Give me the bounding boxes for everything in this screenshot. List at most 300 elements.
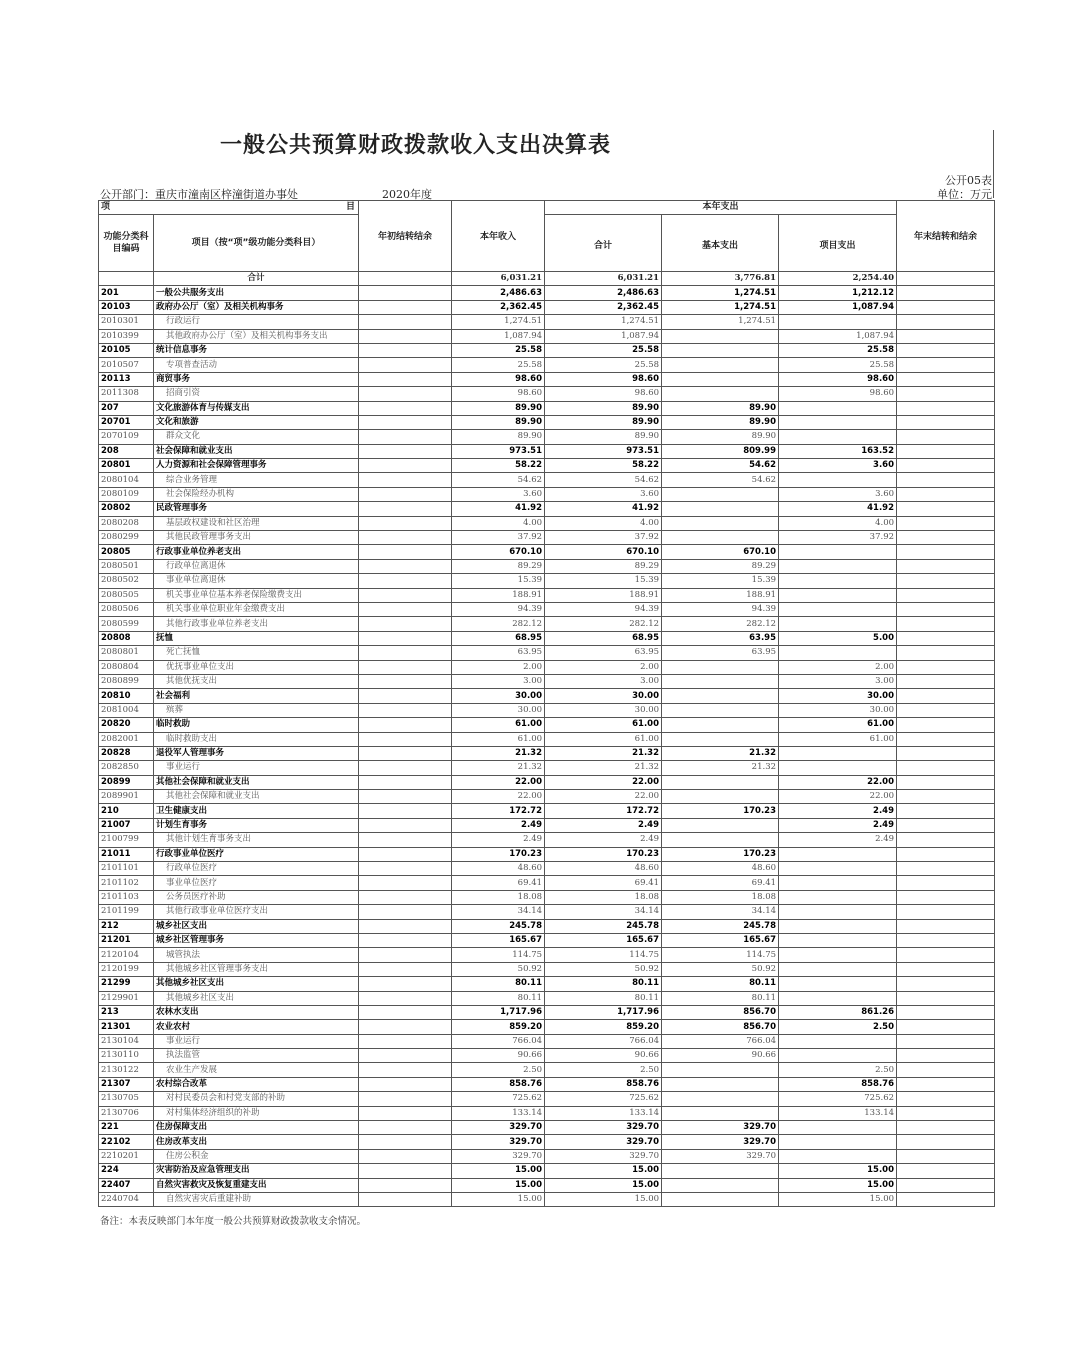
row-end-balance [897, 646, 995, 660]
table-row [99, 559, 995, 573]
row-basic [662, 1106, 779, 1120]
row-name: 专项普查活动 [154, 358, 359, 372]
name-header: 项目（按“项”级功能分类科目） [154, 215, 359, 272]
table-row [99, 890, 995, 904]
row-income: 80.11 [452, 977, 545, 991]
row-total: 98.60 [545, 372, 662, 386]
table-row [99, 703, 995, 717]
row-code: 2210201 [99, 1149, 154, 1163]
row-total: 58.22 [545, 459, 662, 473]
row-begin-balance [359, 1063, 452, 1077]
row-end-balance [897, 977, 995, 991]
row-income: 170.23 [452, 847, 545, 861]
row-code: 2130706 [99, 1106, 154, 1120]
row-name: 临时救助支出 [154, 732, 359, 746]
row-end-balance [897, 804, 995, 818]
row-income: 859.20 [452, 1020, 545, 1034]
row-begin-balance [359, 631, 452, 645]
row-project [779, 1049, 897, 1063]
row-project [779, 646, 897, 660]
row-end-balance [897, 430, 995, 444]
row-basic: 329.70 [662, 1149, 779, 1163]
row-total: 973.51 [545, 444, 662, 458]
row-begin-balance [359, 559, 452, 573]
row-total: 2,362.45 [545, 300, 662, 314]
row-project [779, 919, 897, 933]
row-income: 21.32 [452, 761, 545, 775]
row-end-balance [897, 1121, 995, 1135]
table-row [99, 977, 995, 991]
row-code: 22102 [99, 1135, 154, 1149]
row-project: 861.26 [779, 1005, 897, 1019]
row-end-balance [897, 833, 995, 847]
row-code: 2010399 [99, 329, 154, 343]
row-begin-balance [359, 761, 452, 775]
table-body [99, 272, 995, 1207]
row-begin-balance [359, 329, 452, 343]
row-total: 6,031.21 [545, 272, 662, 286]
row-name: 行政单位医疗 [154, 862, 359, 876]
table-row [99, 818, 995, 832]
row-project: 1,087.94 [779, 300, 897, 314]
row-income: 2.50 [452, 1063, 545, 1077]
row-end-balance [897, 933, 995, 947]
row-code: 213 [99, 1005, 154, 1019]
row-basic: 54.62 [662, 459, 779, 473]
row-code: 2080109 [99, 487, 154, 501]
row-project [779, 746, 897, 760]
row-project [779, 473, 897, 487]
row-name: 人力资源和社会保障管理事务 [154, 459, 359, 473]
row-total: 165.67 [545, 933, 662, 947]
row-basic: 809.99 [662, 444, 779, 458]
row-basic: 329.70 [662, 1135, 779, 1149]
row-name: 社会保障和就业支出 [154, 444, 359, 458]
row-name: 其他城乡社区支出 [154, 991, 359, 1005]
row-code: 2089901 [99, 790, 154, 804]
row-name: 文化旅游体育与传媒支出 [154, 401, 359, 415]
row-begin-balance [359, 531, 452, 545]
row-total: 2.00 [545, 660, 662, 674]
row-basic [662, 1063, 779, 1077]
row-end-balance [897, 329, 995, 343]
row-end-balance [897, 286, 995, 300]
row-end-balance [897, 761, 995, 775]
table-row [99, 329, 995, 343]
row-basic [662, 674, 779, 688]
row-code: 2080299 [99, 531, 154, 545]
row-name: 其他优抚支出 [154, 674, 359, 688]
row-project [779, 991, 897, 1005]
table-row [99, 459, 995, 473]
item-header-right: 目 [346, 202, 356, 212]
row-project: 25.58 [779, 343, 897, 357]
row-code: 2120199 [99, 962, 154, 976]
row-total: 172.72 [545, 804, 662, 818]
row-begin-balance [359, 358, 452, 372]
row-begin-balance [359, 746, 452, 760]
row-project: 41.92 [779, 502, 897, 516]
department-label: 公开部门：重庆市潼南区梓潼街道办事处 [100, 188, 298, 201]
row-begin-balance [359, 689, 452, 703]
row-total: 41.92 [545, 502, 662, 516]
row-end-balance [897, 1149, 995, 1163]
row-begin-balance [359, 775, 452, 789]
row-name: 行政运行 [154, 315, 359, 329]
table-row [99, 300, 995, 314]
row-code: 20808 [99, 631, 154, 645]
row-begin-balance [359, 919, 452, 933]
row-name: 其他城乡社区管理事务支出 [154, 962, 359, 976]
table-row [99, 1121, 995, 1135]
row-project: 2.00 [779, 660, 897, 674]
row-begin-balance [359, 1164, 452, 1178]
unit-label: 单位：万元 [937, 188, 992, 201]
table-row [99, 1092, 995, 1106]
row-project: 133.14 [779, 1106, 897, 1120]
row-name: 临时救助 [154, 718, 359, 732]
row-project: 22.00 [779, 790, 897, 804]
row-name: 行政事业单位养老支出 [154, 545, 359, 559]
row-end-balance [897, 962, 995, 976]
row-project: 15.00 [779, 1164, 897, 1178]
row-income: 89.90 [452, 401, 545, 415]
row-begin-balance [359, 1135, 452, 1149]
row-income: 89.90 [452, 415, 545, 429]
row-total: 725.62 [545, 1092, 662, 1106]
row-name: 其他社会保障和就业支出 [154, 790, 359, 804]
row-begin-balance [359, 1092, 452, 1106]
row-income: 69.41 [452, 876, 545, 890]
row-name: 行政单位离退休 [154, 559, 359, 573]
row-total: 61.00 [545, 718, 662, 732]
table-row [99, 358, 995, 372]
table-row [99, 430, 995, 444]
row-name: 公务员医疗补助 [154, 890, 359, 904]
row-code: 20899 [99, 775, 154, 789]
row-project: 25.58 [779, 358, 897, 372]
row-begin-balance [359, 272, 452, 286]
row-begin-balance [359, 401, 452, 415]
row-code: 2011308 [99, 387, 154, 401]
row-name: 自然灾害救灾及恢复重建支出 [154, 1178, 359, 1192]
row-project: 2.50 [779, 1020, 897, 1034]
row-name: 其他民政管理事务支出 [154, 531, 359, 545]
row-total: 89.90 [545, 401, 662, 415]
row-project: 1,212.12 [779, 286, 897, 300]
expenditure-header: 本年支出 [545, 201, 897, 215]
row-code: 2080208 [99, 516, 154, 530]
row-end-balance [897, 574, 995, 588]
row-total: 50.92 [545, 962, 662, 976]
table-row [99, 1063, 995, 1077]
row-end-balance [897, 315, 995, 329]
row-income: 30.00 [452, 703, 545, 717]
row-basic: 48.60 [662, 862, 779, 876]
row-name: 群众文化 [154, 430, 359, 444]
row-end-balance [897, 1049, 995, 1063]
row-income: 61.00 [452, 718, 545, 732]
row-name: 农业生产发展 [154, 1063, 359, 1077]
row-code: 21307 [99, 1077, 154, 1091]
table-row [99, 660, 995, 674]
row-end-balance [897, 300, 995, 314]
row-total: 2.50 [545, 1063, 662, 1077]
row-code: 2080104 [99, 473, 154, 487]
row-code: 2240704 [99, 1193, 154, 1207]
row-basic: 1,274.51 [662, 315, 779, 329]
row-project [779, 1149, 897, 1163]
row-basic: 69.41 [662, 876, 779, 890]
row-name: 社会福利 [154, 689, 359, 703]
row-income: 973.51 [452, 444, 545, 458]
row-basic: 34.14 [662, 905, 779, 919]
table-row [99, 876, 995, 890]
row-total: 89.29 [545, 559, 662, 573]
right-border-line [993, 130, 994, 198]
row-basic: 766.04 [662, 1034, 779, 1048]
row-end-balance [897, 588, 995, 602]
code-header: 功能分类科目编码 [99, 215, 154, 272]
row-income: 165.67 [452, 933, 545, 947]
row-code: 221 [99, 1121, 154, 1135]
row-end-balance [897, 387, 995, 401]
row-total: 37.92 [545, 531, 662, 545]
row-income: 15.00 [452, 1178, 545, 1192]
row-begin-balance [359, 660, 452, 674]
row-income: 48.60 [452, 862, 545, 876]
row-basic: 329.70 [662, 1121, 779, 1135]
row-basic: 3,776.81 [662, 272, 779, 286]
row-begin-balance [359, 1020, 452, 1034]
row-code: 20810 [99, 689, 154, 703]
row-code: 20105 [99, 343, 154, 357]
row-total: 61.00 [545, 732, 662, 746]
table-row [99, 387, 995, 401]
basic-header: 基本支出 [662, 215, 779, 272]
row-code: 212 [99, 919, 154, 933]
row-income: 37.92 [452, 531, 545, 545]
row-end-balance [897, 401, 995, 415]
row-project [779, 602, 897, 616]
table-row [99, 315, 995, 329]
table-row [99, 415, 995, 429]
row-code: 2080599 [99, 617, 154, 631]
row-total: 22.00 [545, 790, 662, 804]
row-name: 其他行政事业单位医疗支出 [154, 905, 359, 919]
row-basic [662, 775, 779, 789]
row-total: 25.58 [545, 343, 662, 357]
row-total: 282.12 [545, 617, 662, 631]
row-begin-balance [359, 890, 452, 904]
row-code: 2082850 [99, 761, 154, 775]
row-income: 3.00 [452, 674, 545, 688]
row-project: 3.00 [779, 674, 897, 688]
row-project: 163.52 [779, 444, 897, 458]
row-basic: 18.08 [662, 890, 779, 904]
row-total: 1,087.94 [545, 329, 662, 343]
row-begin-balance [359, 588, 452, 602]
row-total: 670.10 [545, 545, 662, 559]
row-income: 329.70 [452, 1149, 545, 1163]
row-code: 208 [99, 444, 154, 458]
row-begin-balance [359, 300, 452, 314]
row-income: 1,274.51 [452, 315, 545, 329]
row-income: 2.00 [452, 660, 545, 674]
row-income: 22.00 [452, 790, 545, 804]
form-number: 公开05表 [945, 174, 992, 187]
row-total: 98.60 [545, 387, 662, 401]
row-begin-balance [359, 473, 452, 487]
row-end-balance [897, 919, 995, 933]
row-name: 其他计划生育事务支出 [154, 833, 359, 847]
row-total: 30.00 [545, 689, 662, 703]
table-row [99, 746, 995, 760]
row-total: 245.78 [545, 919, 662, 933]
row-total: 15.00 [545, 1178, 662, 1192]
row-total: 30.00 [545, 703, 662, 717]
row-begin-balance [359, 459, 452, 473]
row-end-balance [897, 444, 995, 458]
row-code: 201 [99, 286, 154, 300]
row-end-balance [897, 1164, 995, 1178]
row-basic: 94.39 [662, 602, 779, 616]
row-income: 245.78 [452, 919, 545, 933]
row-end-balance [897, 991, 995, 1005]
row-code: 20802 [99, 502, 154, 516]
row-end-balance [897, 1034, 995, 1048]
row-total: 2.49 [545, 818, 662, 832]
item-header [99, 201, 359, 215]
row-project: 2.50 [779, 1063, 897, 1077]
row-total: 1,717.96 [545, 1005, 662, 1019]
row-name: 殡葬 [154, 703, 359, 717]
row-name: 其他城乡社区支出 [154, 977, 359, 991]
row-total: 15.00 [545, 1193, 662, 1207]
row-income: 89.29 [452, 559, 545, 573]
row-end-balance [897, 1135, 995, 1149]
row-total: 25.58 [545, 358, 662, 372]
row-project [779, 933, 897, 947]
row-project [779, 617, 897, 631]
row-project [779, 890, 897, 904]
income-header: 本年收入 [452, 201, 545, 272]
row-code: 2080502 [99, 574, 154, 588]
row-total: 133.14 [545, 1106, 662, 1120]
table-row [99, 1049, 995, 1063]
row-begin-balance [359, 933, 452, 947]
row-code: 20113 [99, 372, 154, 386]
row-end-balance [897, 818, 995, 832]
row-project: 2.49 [779, 818, 897, 832]
total-header: 合计 [545, 215, 662, 272]
end-balance-header: 年末结转和结余 [897, 201, 995, 272]
table-row [99, 862, 995, 876]
row-name: 统计信息事务 [154, 343, 359, 357]
table-row [99, 847, 995, 861]
row-end-balance [897, 890, 995, 904]
row-end-balance [897, 559, 995, 573]
row-total: 170.23 [545, 847, 662, 861]
row-name: 商贸事务 [154, 372, 359, 386]
row-basic: 89.90 [662, 415, 779, 429]
table-row [99, 1005, 995, 1019]
row-total: 859.20 [545, 1020, 662, 1034]
table-row [99, 1135, 995, 1149]
row-project: 98.60 [779, 387, 897, 401]
row-basic [662, 387, 779, 401]
row-basic [662, 516, 779, 530]
row-project: 725.62 [779, 1092, 897, 1106]
row-name: 民政管理事务 [154, 502, 359, 516]
row-end-balance [897, 1020, 995, 1034]
table-row [99, 617, 995, 631]
page-title: 一般公共预算财政拨款收入支出决算表 [220, 133, 612, 158]
row-code: 2080506 [99, 602, 154, 616]
row-end-balance [897, 602, 995, 616]
row-code: 21299 [99, 977, 154, 991]
table-row [99, 775, 995, 789]
row-project [779, 977, 897, 991]
row-income: 2,486.63 [452, 286, 545, 300]
row-income: 98.60 [452, 387, 545, 401]
row-end-balance [897, 372, 995, 386]
table-row [99, 372, 995, 386]
row-basic [662, 531, 779, 545]
row-total: 329.70 [545, 1149, 662, 1163]
row-end-balance [897, 876, 995, 890]
row-begin-balance [359, 387, 452, 401]
row-end-balance [897, 746, 995, 760]
row-begin-balance [359, 1149, 452, 1163]
row-project: 4.00 [779, 516, 897, 530]
row-basic [662, 703, 779, 717]
footnote: 备注：本表反映部门本年度一般公共预算财政拨款收支余情况。 [100, 1216, 367, 1227]
row-name: 政府办公厅（室）及相关机构事务 [154, 300, 359, 314]
row-begin-balance [359, 1005, 452, 1019]
row-end-balance [897, 660, 995, 674]
row-code: 224 [99, 1164, 154, 1178]
row-basic: 114.75 [662, 948, 779, 962]
row-end-balance [897, 1092, 995, 1106]
row-code: 2101101 [99, 862, 154, 876]
row-total: 18.08 [545, 890, 662, 904]
row-basic: 80.11 [662, 991, 779, 1005]
row-code: 2081004 [99, 703, 154, 717]
row-basic: 1,274.51 [662, 286, 779, 300]
row-name: 事业单位医疗 [154, 876, 359, 890]
row-begin-balance [359, 1106, 452, 1120]
row-end-balance [897, 531, 995, 545]
row-total: 68.95 [545, 631, 662, 645]
row-project [779, 1034, 897, 1048]
table-row [99, 531, 995, 545]
row-project: 61.00 [779, 718, 897, 732]
row-name: 城乡社区支出 [154, 919, 359, 933]
row-project [779, 401, 897, 415]
row-total: 80.11 [545, 991, 662, 1005]
row-basic [662, 718, 779, 732]
row-total: 329.70 [545, 1135, 662, 1149]
row-begin-balance [359, 430, 452, 444]
row-project: 858.76 [779, 1077, 897, 1091]
row-income: 61.00 [452, 732, 545, 746]
table-row [99, 833, 995, 847]
row-total: 1,274.51 [545, 315, 662, 329]
table-row [99, 1164, 995, 1178]
row-end-balance [897, 459, 995, 473]
row-income: 80.11 [452, 991, 545, 1005]
